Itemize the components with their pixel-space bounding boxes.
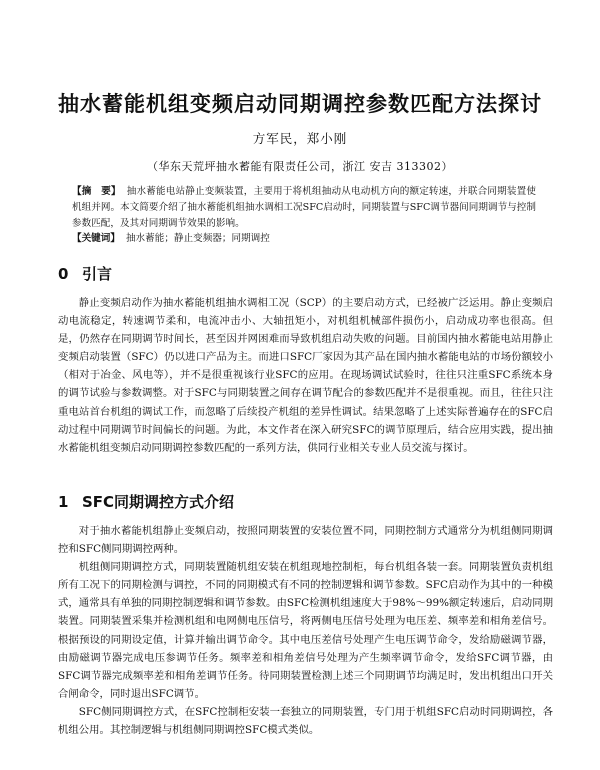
section-0-heading (58, 263, 112, 284)
abstract-text: 抽水蓄能电站静止变频装置，主要用于将机组抽动从电动机方向的额定转速，并联合同期装置使机组并网。本文简要介绍了抽水蓄能机组抽水调相工况SFC启动时，同期装置与SFC调节器间同期调节与控制参数匹配，及其对同期调节效果的影响。 (72, 186, 537, 229)
paper-title: 抽水蓄能机组变频启动同期调控参数匹配方法探讨 (58, 92, 542, 116)
keywords-label: 【关键词】 (72, 233, 120, 245)
abstract (72, 184, 536, 231)
section-0-title: 引言 (82, 265, 113, 283)
section-1-heading (58, 491, 234, 512)
section-1-number: 1 (58, 493, 69, 511)
section-0-body (58, 294, 553, 457)
paper-affiliation: （华东天荒坪抽水蓄能有限责任公司，浙江 安吉 313302） (147, 160, 453, 173)
section-0-number: 0 (58, 265, 69, 283)
keywords-text: 抽水蓄能；静止变频器；同期调控 (125, 233, 270, 245)
section-0-paragraph: 静止变频启动作为抽水蓄能机组抽水调相工况（SCP）的主要启动方式，已经被广泛运用。静止变频启动电流稳定，转速调节柔和，电流冲击小、大轴扭矩小，对机组机械部件损伤小，启动成功率也很高。但是，仍然存在同期调节时间长，甚至因并网困难而导致机组启动失败的问题。目前国内抽水蓄能电站用静止变频启动装置（SFC）仍以进口产品为主。而进口SFC厂家因为其产品在国内抽水蓄能电站的市场份额较小（相对于冶金、风电等），并不是很重视该行业SFC的应用。在现场调试试验时，往往只注重SFC系统本身的调节试验与参数调整。对于SFC与同期装置之间存在调节配合的参数匹配并不是很重视。而且，往往只注重电站首台机组的调试工作，而忽略了后续投产机组的差异性调试。结果忽略了上述实际普遍存在的SFC启动过程中同期调节时间偏长的问题。为此，本文作者在深入研究SFC的调节原理后，结合应用实践，提出抽水蓄能机组变频启动同期调控参数匹配的一系列方法，供同行业相关专业人员交流与探讨。 (58, 297, 553, 454)
section-1-paragraph-1: 对于抽水蓄能机组静止变频启动，按照同期装置的安装位置不同，同期控制方式通常分为机组侧同期调控和SFC侧同期调控两种。 (58, 525, 553, 556)
abstract-label: 【摘 要】 (72, 186, 121, 197)
section-1-paragraph-2: 机组侧同期调控方式，同期装置随机组安装在机组现地控制柜，每台机组各装一套。同期装置负责机组所有工况下的同期检测与调控，不同的同期模式有不同的控制逻辑和调节参数。SFC启动作为其中的一种模式，通常具有单独的同期控制逻辑和调节参数。由SFC检测机组速度大于98%～99%额定转速后，启动同期装置。同期装置采集并检测机组和电网侧电压信号，将两侧电压信号处理为电压差、频率差和相角差信号。根据预设的同期设定值，计算并输出调节命令。其中电压差信号处理产生电压调节命令，发给励磁调节器，由励磁调节器完成电压参调节任务。频率差和相角差信号处理为产生频率调节命令，发给SFC调节器，由SFC调节器完成频率差和相角差调节任务。待同期装置检测上述三个同期调节均满足时，发出机组出口开关合闸命令，同时退出SFC调节。 (58, 561, 553, 700)
section-1-paragraph-3: SFC侧同期调控方式，在SFC控制柜安装一套独立的同期装置，专门用于机组SFC启动时同期调控，各机组公用。其控制逻辑与机组侧同期调控SFC模式类似。 (58, 705, 553, 737)
abstract-block (72, 184, 536, 247)
keywords (72, 231, 536, 247)
section-1-title: SFC同期调控方式介绍 (82, 493, 235, 511)
section-1-body (58, 522, 553, 739)
paper-authors: 方军民，郑小刚 (252, 131, 348, 146)
